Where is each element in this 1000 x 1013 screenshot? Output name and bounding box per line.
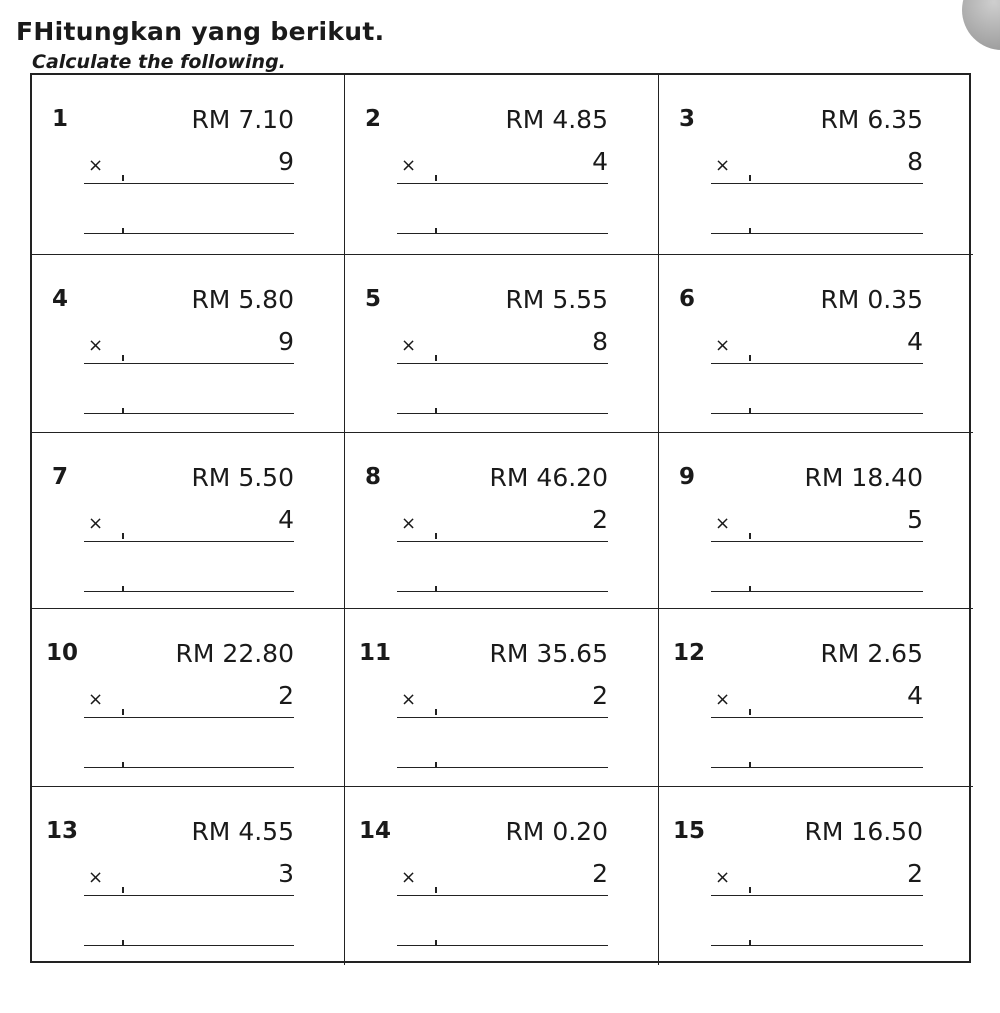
multiplier: 5 (907, 505, 923, 534)
answer-line[interactable] (84, 945, 294, 946)
multiplier: 9 (278, 327, 294, 356)
decimal-marker (435, 175, 437, 181)
problem-number: 3 (679, 106, 696, 132)
money-amount: RM 35.65 (489, 639, 608, 668)
answer-decimal-marker (749, 586, 751, 591)
multiply-sign: × (715, 513, 731, 534)
problem-number: 15 (673, 818, 706, 844)
answer-decimal-marker (749, 762, 751, 767)
answer-line[interactable] (711, 591, 923, 592)
answer-line[interactable] (397, 767, 608, 768)
decimal-marker (435, 709, 437, 715)
decimal-marker (122, 355, 124, 361)
multiplier: 2 (592, 859, 608, 888)
working-line (711, 895, 923, 896)
money-amount: RM 18.40 (804, 463, 923, 492)
decimal-marker (122, 887, 124, 893)
money-amount: RM 2.65 (820, 639, 923, 668)
problem-cell (659, 433, 973, 609)
working-line (711, 183, 923, 184)
working-line (397, 895, 608, 896)
answer-decimal-marker (435, 762, 437, 767)
answer-decimal-marker (435, 940, 437, 945)
decimal-marker (435, 887, 437, 893)
multiplier: 4 (907, 681, 923, 710)
multiply-sign: × (715, 689, 731, 710)
answer-decimal-marker (749, 940, 751, 945)
multiply-sign: × (715, 335, 731, 356)
answer-line[interactable] (397, 945, 608, 946)
working-line (397, 541, 608, 542)
problem-number: 7 (52, 464, 69, 490)
working-line (711, 541, 923, 542)
page-subtitle: Calculate the following. (32, 51, 286, 73)
answer-decimal-marker (435, 228, 437, 233)
problem-number: 9 (679, 464, 696, 490)
money-amount: RM 0.35 (820, 285, 923, 314)
answer-line[interactable] (711, 413, 923, 414)
answer-line[interactable] (397, 233, 608, 234)
answer-decimal-marker (749, 228, 751, 233)
answer-line[interactable] (84, 767, 294, 768)
answer-line[interactable] (84, 413, 294, 414)
answer-decimal-marker (122, 586, 124, 591)
money-amount: RM 0.20 (505, 817, 608, 846)
answer-decimal-marker (435, 408, 437, 413)
decimal-marker (122, 533, 124, 539)
problem-cell (32, 787, 345, 965)
money-amount: RM 5.55 (505, 285, 608, 314)
decimal-marker (749, 355, 751, 361)
multiplier: 9 (278, 147, 294, 176)
working-line (397, 183, 608, 184)
working-line (84, 541, 294, 542)
working-line (711, 717, 923, 718)
multiply-sign: × (401, 689, 417, 710)
decimal-marker (749, 709, 751, 715)
money-amount: RM 5.80 (191, 285, 294, 314)
section-letter: F (16, 17, 34, 46)
answer-decimal-marker (122, 940, 124, 945)
problem-number: 10 (46, 640, 79, 666)
answer-line[interactable] (711, 767, 923, 768)
working-line (84, 895, 294, 896)
decimal-marker (749, 175, 751, 181)
decorative-circle-graphic (962, 0, 1000, 50)
multiply-sign: × (401, 867, 417, 888)
money-amount: RM 22.80 (175, 639, 294, 668)
answer-line[interactable] (397, 591, 608, 592)
working-line (84, 363, 294, 364)
money-amount: RM 4.55 (191, 817, 294, 846)
answer-line[interactable] (711, 945, 923, 946)
answer-decimal-marker (122, 762, 124, 767)
problem-number: 12 (673, 640, 706, 666)
problem-number: 11 (359, 640, 392, 666)
working-line (84, 717, 294, 718)
multiplier: 4 (907, 327, 923, 356)
problem-cell (345, 787, 659, 965)
page-title (16, 16, 384, 48)
multiplier: 2 (907, 859, 923, 888)
multiplier: 2 (278, 681, 294, 710)
decimal-marker (435, 355, 437, 361)
problem-cell (345, 255, 659, 433)
money-amount: RM 5.50 (191, 463, 294, 492)
problem-grid (30, 73, 971, 963)
problem-cell (32, 433, 345, 609)
multiply-sign: × (715, 155, 731, 176)
decimal-marker (749, 887, 751, 893)
problem-number: 6 (679, 286, 696, 312)
money-amount: RM 4.85 (505, 105, 608, 134)
title-text: Hitungkan yang berikut. (33, 17, 385, 46)
problem-number: 13 (46, 818, 79, 844)
multiply-sign: × (715, 867, 731, 888)
answer-decimal-marker (122, 408, 124, 413)
multiplier: 2 (592, 681, 608, 710)
answer-line[interactable] (711, 233, 923, 234)
money-amount: RM 7.10 (191, 105, 294, 134)
working-line (397, 717, 608, 718)
multiplier: 4 (592, 147, 608, 176)
decimal-marker (122, 175, 124, 181)
multiply-sign: × (88, 335, 104, 356)
answer-line[interactable] (397, 413, 608, 414)
money-amount: RM 6.35 (820, 105, 923, 134)
decimal-marker (435, 533, 437, 539)
decimal-marker (749, 533, 751, 539)
multiply-sign: × (88, 155, 104, 176)
multiply-sign: × (401, 513, 417, 534)
problem-cell (345, 433, 659, 609)
multiply-sign: × (401, 335, 417, 356)
problem-cell (659, 609, 973, 787)
answer-decimal-marker (435, 586, 437, 591)
problem-cell (345, 609, 659, 787)
working-line (84, 183, 294, 184)
multiplier: 3 (278, 859, 294, 888)
multiplier: 8 (592, 327, 608, 356)
answer-decimal-marker (749, 408, 751, 413)
answer-decimal-marker (122, 228, 124, 233)
multiplier: 2 (592, 505, 608, 534)
problem-number: 8 (365, 464, 382, 490)
multiplier: 8 (907, 147, 923, 176)
problem-number: 4 (52, 286, 69, 312)
problem-cell (32, 75, 345, 255)
problem-cell (345, 75, 659, 255)
multiplier: 4 (278, 505, 294, 534)
answer-line[interactable] (84, 233, 294, 234)
decimal-marker (122, 709, 124, 715)
working-line (397, 363, 608, 364)
money-amount: RM 16.50 (804, 817, 923, 846)
multiply-sign: × (88, 689, 104, 710)
working-line (711, 363, 923, 364)
problem-cell (32, 609, 345, 787)
multiply-sign: × (88, 867, 104, 888)
problem-number: 5 (365, 286, 382, 312)
problem-cell (659, 75, 973, 255)
problem-cell (32, 255, 345, 433)
problem-cell (659, 255, 973, 433)
answer-line[interactable] (84, 591, 294, 592)
problem-number: 1 (52, 106, 69, 132)
money-amount: RM 46.20 (489, 463, 608, 492)
problem-cell (659, 787, 973, 965)
problem-number: 14 (359, 818, 392, 844)
problem-number: 2 (365, 106, 382, 132)
multiply-sign: × (401, 155, 417, 176)
multiply-sign: × (88, 513, 104, 534)
